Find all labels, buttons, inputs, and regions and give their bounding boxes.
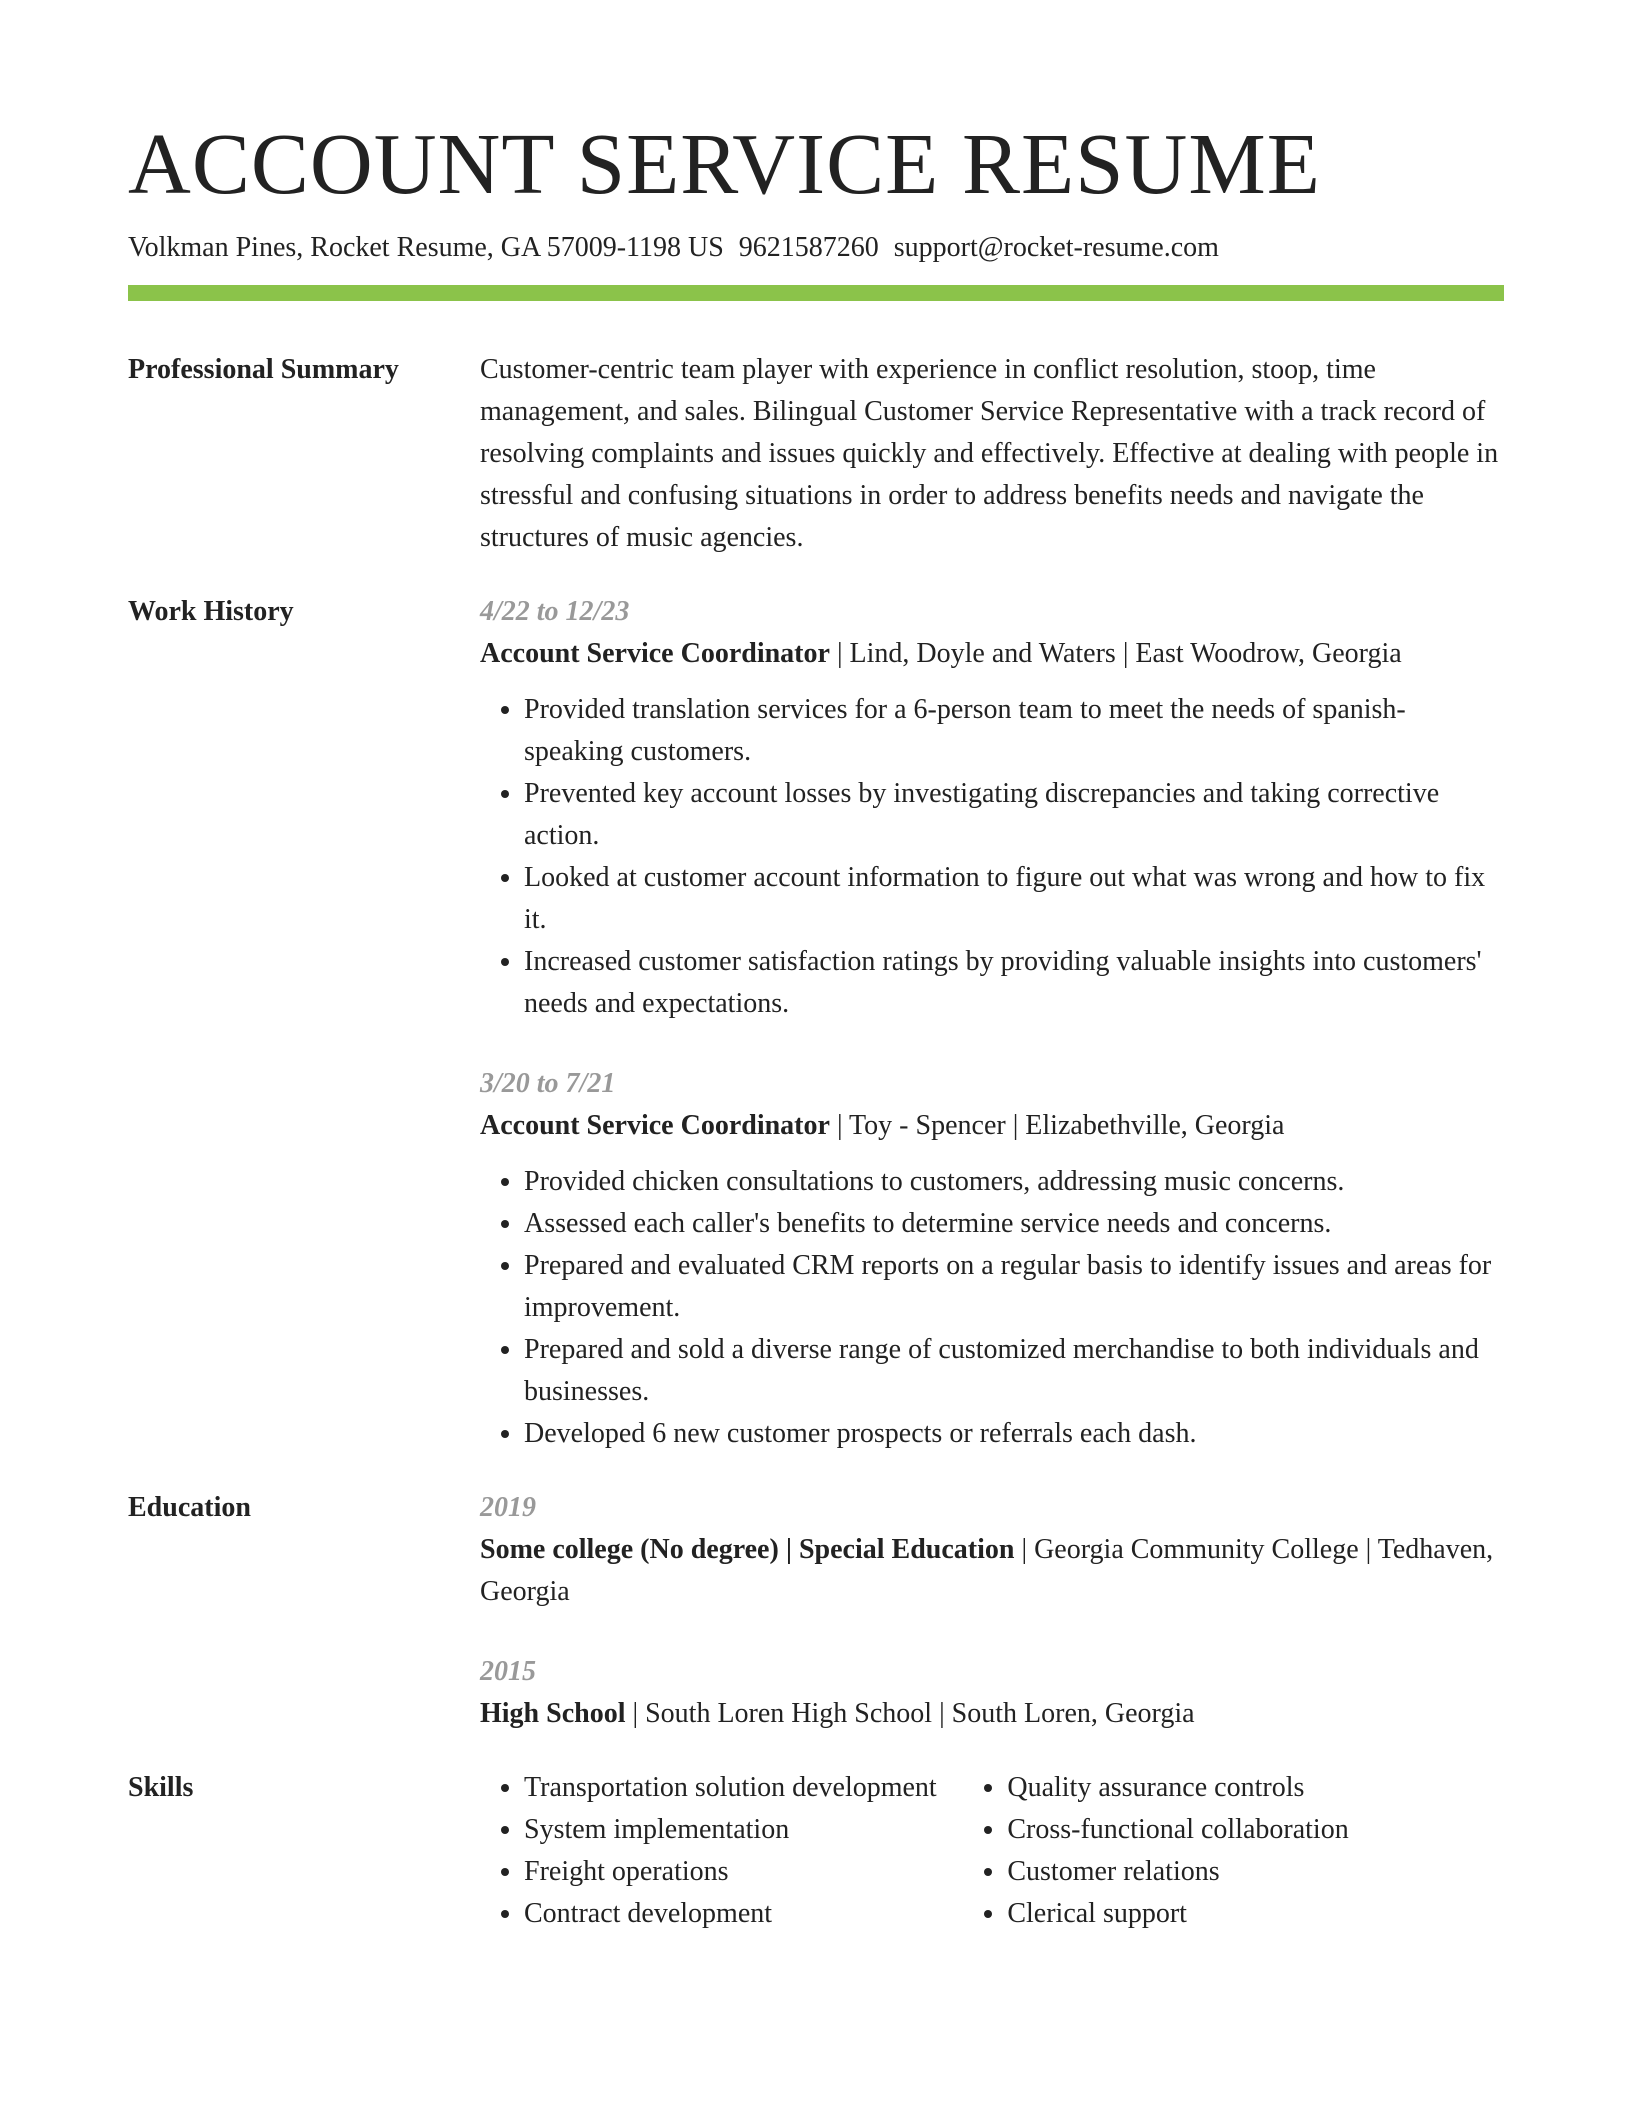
education-entry — [480, 1487, 1504, 1613]
job-position: Account Service Coordinator — [480, 637, 830, 669]
skills-list-right — [963, 1767, 1504, 1935]
job-bullets — [480, 689, 1504, 1025]
skill-item: • Quality assurance controls — [1007, 1767, 1504, 1809]
resume-title: ACCOUNT SERVICE RESUME — [128, 115, 1321, 212]
skill-item: • Transportation solution development — [524, 1767, 963, 1809]
work-heading: Work History — [128, 595, 294, 627]
summary-heading: Professional Summary — [128, 353, 399, 385]
education-degree: Some college (No degree) | Special Education — [480, 1533, 1015, 1565]
education-year: 2019 — [480, 1491, 536, 1523]
education-entry — [480, 1651, 1504, 1735]
contact-email: support@rocket-resume.com — [893, 232, 1219, 263]
summary-text: Customer-centric team player with experience in conflict resolution, stoop, time management, and sales. Bilingual Customer Service Representative with a track record of resolving complaints and issues quickly and effectively. Effective at dealing with people in stressful and confusing situations in order to address benefits needs and navigate the structures of music agencies. — [480, 353, 1499, 553]
job-entry — [480, 1063, 1504, 1455]
skills-section — [128, 1767, 1504, 1935]
job-bullet: • Provided translation services for a 6-person team to meet the needs of spanish-speaking customers. — [524, 689, 1504, 773]
skills-heading: Skills — [128, 1771, 194, 1803]
education-heading: Education — [128, 1491, 251, 1523]
job-position: Account Service Coordinator — [480, 1109, 830, 1141]
skills-list-left — [480, 1767, 963, 1935]
education-body — [480, 1487, 1504, 1735]
job-bullet: • Increased customer satisfaction ratings by providing valuable insights into customers' needs and expectations. — [524, 941, 1504, 1025]
skill-item: • Customer relations — [1007, 1851, 1504, 1893]
job-details: | Toy - Spencer | Elizabethville, Georgia — [829, 1109, 1285, 1141]
job-bullet: • Developed 6 new customer prospects or referrals each dash. — [524, 1413, 1504, 1455]
job-bullet: • Prepared and sold a diverse range of customized merchandise to both individuals and businesses. — [524, 1329, 1504, 1413]
skill-item: • Contract development — [524, 1893, 963, 1935]
skill-item: • System implementation — [524, 1809, 963, 1851]
education-details: | Georgia Community College | Tedhaven, Georgia — [480, 1533, 1494, 1607]
job-bullet: • Provided chicken consultations to customers, addressing music concerns. — [524, 1161, 1504, 1203]
education-details: | South Loren High School | South Loren, Georgia — [625, 1697, 1195, 1729]
job-details: | Lind, Doyle and Waters | East Woodrow, Georgia — [829, 637, 1402, 669]
work-body — [480, 591, 1504, 1455]
job-bullet: • Assessed each caller's benefits to determine service needs and concerns. — [524, 1203, 1504, 1245]
summary-section — [128, 349, 1504, 559]
skills-body — [480, 1767, 1504, 1935]
job-role-line — [480, 633, 1504, 675]
skill-item: • Cross-functional collaboration — [1007, 1809, 1504, 1851]
job-role-line — [480, 1105, 1504, 1147]
contact-address: Volkman Pines, Rocket Resume, GA 57009-1198 US — [128, 232, 724, 263]
education-degree: High School — [480, 1697, 626, 1729]
education-year: 2015 — [480, 1655, 536, 1687]
job-entry — [480, 591, 1504, 1025]
contact-line — [128, 231, 1504, 265]
job-dates: 4/22 to 12/23 — [480, 595, 630, 627]
job-bullet: • Prepared and evaluated CRM reports on a regular basis to identify issues and areas for improvement. — [524, 1245, 1504, 1329]
skill-item: • Clerical support — [1007, 1893, 1504, 1935]
job-bullet: • Prevented key account losses by investigating discrepancies and taking corrective action. — [524, 773, 1504, 857]
skills-columns — [480, 1767, 1504, 1935]
education-line — [480, 1693, 1504, 1735]
job-bullets — [480, 1161, 1504, 1455]
work-section — [128, 591, 1504, 1455]
skill-item: • Freight operations — [524, 1851, 963, 1893]
job-dates: 3/20 to 7/21 — [480, 1067, 616, 1099]
education-section — [128, 1487, 1504, 1735]
job-bullet: • Looked at customer account information to figure out what was wrong and how to fix it. — [524, 857, 1504, 941]
education-line — [480, 1529, 1504, 1613]
header-divider — [128, 285, 1504, 301]
contact-phone: 9621587260 — [738, 232, 879, 263]
